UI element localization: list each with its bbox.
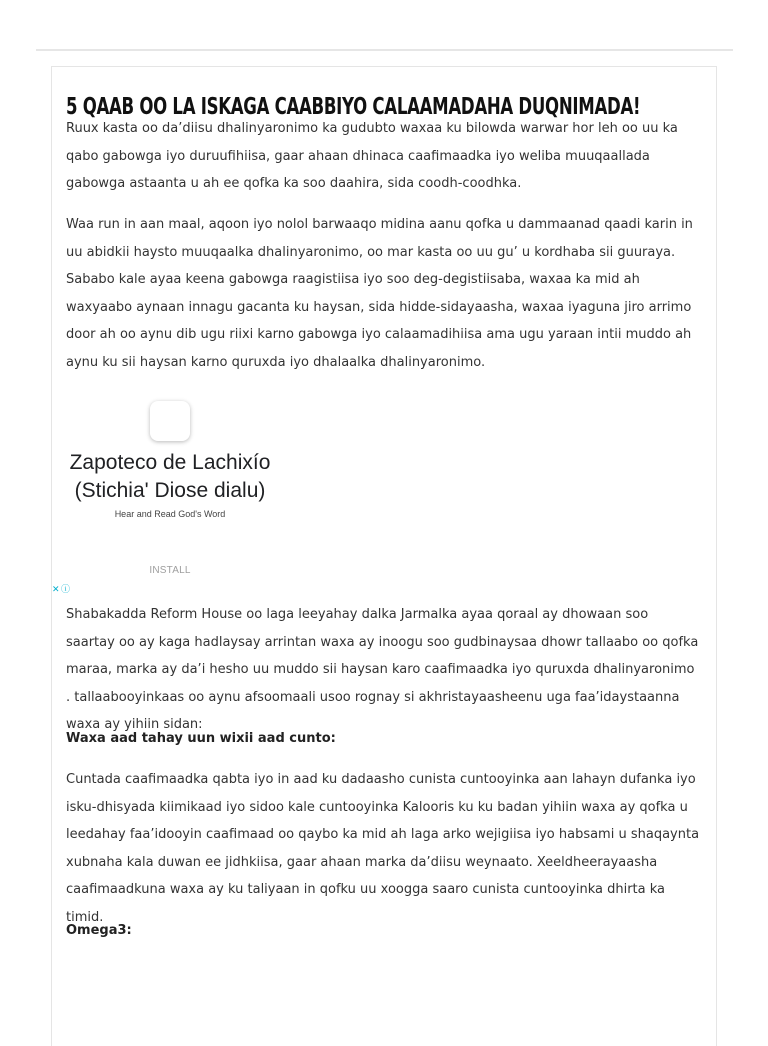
article-paragraph: Shabakadda Reform House oo laga leeyahay dalka Jarmalka ayaa qoraal ay dhowaan soo saartay oo ay kaga hadlaysay arrintan waxa ay inoogu soo gudbinaysaa dhowr tallaabo oo qofka maraa, marka ay da’i hesho uu muddo sii haysan karo caafimaadka iyo quruxda dhalinyaronimo . tallaabooyinkaas oo aynu afsoomaali usoo rognay si akhristayaasheenu uga faa’idaystaanna waxa ay yihiin sidan:	[66, 607, 699, 732]
ad-app-icon[interactable]	[150, 401, 190, 441]
section-heading: Waxa aad tahay uun wixii aad cunto:	[66, 731, 336, 746]
ad-close-icon[interactable]: ✕	[52, 585, 60, 595]
ad-info-icon[interactable]: ⓘ	[61, 585, 71, 595]
ad-install-button[interactable]: INSTALL	[149, 565, 191, 576]
article-paragraph: Waa run in aan maal, aqoon iyo nolol barwaaqo midina aanu qofka u dammaanad qaadi karin in uu abidkii haysto muuqaalka dhalinyaronimo, oo mar kasta oo uu gu’ u kordhaba sii guuraya. Sababo kale ayaa keena gabowga raagistiisa iyo soo deg-degistiisaba, waxaa ka mid ah waxyaabo aynaan innagu gacanta ku haysan, sida hidde-sidayaasha, waxaa iyaguna jiro arrimo door ah oo aynu dib ugu riixi karno gabowga iyo calaamadihiisa ama ugu yaraan intii muddo ah aynu ku sii haysan karno quruxda iyo dhalaalka dhalinyaronimo.	[66, 217, 693, 370]
ad-app-subtitle: Hear and Read God's Word	[114, 509, 226, 519]
header-divider	[36, 49, 733, 51]
article-title: 5 QAAB OO LA ISKAGA CAABBIYO CALAAMADAHA DUQNIMADA!	[66, 94, 641, 121]
section-heading: Omega3:	[66, 923, 132, 938]
ad-app-title[interactable]: Zapoteco de Lachixío (Stichia' Diose dialu)	[69, 451, 271, 502]
article-paragraph: Ruux kasta oo da’diisu dhalinyaronimo ka gudubto waxaa ku bilowda warwar hor leh oo uu ka qabo gabowga iyo duruufihiisa, gaar ahaan dhinaca caafimaadka iyo weliba muuqaallada gabowga astaanta u ah ee qofka ka soo daahira, sida coodh-coodhka.	[66, 121, 678, 191]
article-paragraph: Cuntada caafimaadka qabta iyo in aad ku dadaasho cunista cuntooyinka aan lahayn dufanka iyo isku-dhisyada kiimikaad iyo sidoo kale cuntooyinka Kalooris ku ku badan yihiin waxa ay qofka u leedahay faa’idooyin caafimaad oo qaybo ka mid ah laga arko wejigiisa iyo habsami u shaqaynta xubnaha kala duwan ee jidhkiisa, gaar ahaan marka da’diisu weynaato. Xeeldheerayaasha caafimaadkuna waxa ay ku taliyaan in qofku uu xoogga saaro cunista cuntooyinka dhirta ka timid.	[66, 772, 700, 925]
